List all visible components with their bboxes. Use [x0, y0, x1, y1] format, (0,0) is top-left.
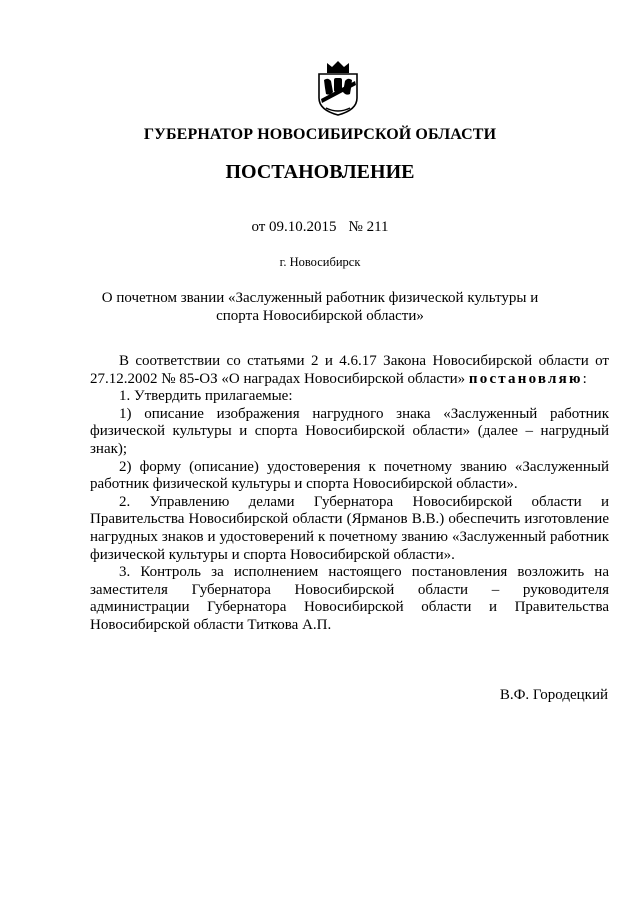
item-1-2: 2) форму (описание) удостоверения к почетному званию «Заслуженный работник физической культуры и спорта Новосибирской области». — [90, 458, 609, 493]
city-line: г. Новосибирск — [279, 255, 361, 269]
preamble-paragraph: В соответствии со статьями 2 и 4.6.17 Закона Новосибирской области от 27.12.2002 № 85-ОЗ «О наградах Новосибирской области» постановляю: — [90, 353, 609, 387]
resolve-word: постановляю — [468, 370, 583, 387]
item-1: 1. Утвердить прилагаемые: — [119, 388, 293, 405]
document-body — [90, 353, 609, 635]
preamble-text: В соответствии со статьями 2 и 4.6.17 Закона Новосибирской области от 27.12.2002 № 85-ОЗ «О наградах Новосибирской области» — [90, 353, 609, 387]
item-3: 3. Контроль за исполнением настоящего постановления возложить на заместителя Губернатора Новосибирской области – руководителя администрации Губернатора Новосибирской области и Правительства Новосибирской области Титкова А.П. — [90, 564, 609, 633]
item-2: 2. Управлению делами Губернатора Новосибирской области и Правительства Новосибирской области (Ярманов В.В.) обеспечить изготовление нагрудных знаков и удостоверений к почетному званию «Заслуженный работник физической культуры и спорта Новосибирской области». — [90, 493, 609, 563]
item-1-1: 1) описание изображения нагрудного знака «Заслуженный работник физической культуры и спорта Новосибирской области» (далее – нагрудный знак); — [90, 405, 609, 457]
document-date: 09.10.2015 — [269, 219, 337, 235]
document-number: № 211 — [348, 219, 389, 235]
signatory-name: В.Ф. Городецкий — [499, 687, 608, 703]
date-prefix: от — [251, 219, 266, 235]
issuing-authority: ГУБЕРНАТОР НОВОСИБИРСКОЙ ОБЛАСТИ — [143, 126, 497, 143]
coat-of-arms-icon — [313, 58, 363, 118]
document-type-title: ПОСТАНОВЛЕНИЕ — [225, 161, 415, 183]
document-subject: О почетном звании «Заслуженный работник физической культуры и спорта Новосибирской области» — [101, 290, 539, 324]
date-number-line — [0, 219, 640, 236]
